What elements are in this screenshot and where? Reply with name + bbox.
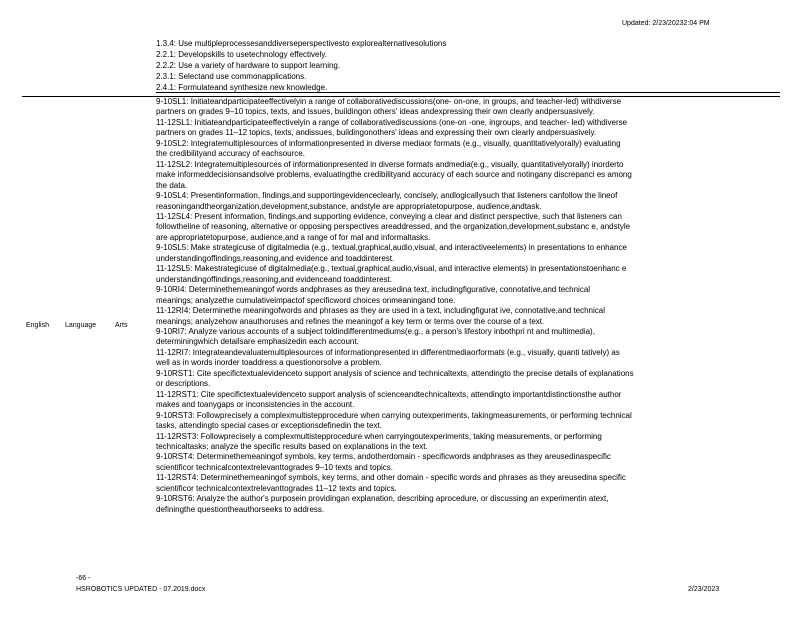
subject-english-label: English xyxy=(26,322,49,329)
standard-line: 9-10SL1: Initiateandparticipateeffectivelyin a range of collaborativediscussions(one- on-one, in groups, and teacher-led) withdiverse xyxy=(156,97,622,106)
standard-line: scientificor technicalcontextrelevanttogrades 9–10 texts and topics. xyxy=(156,462,394,472)
subject-arts-label: Arts xyxy=(115,322,128,329)
standard-line: tasks, attendingto special cases or exceptionsdefinedin the text. xyxy=(156,421,382,431)
footer-date: 2/23/2023 xyxy=(688,586,720,593)
standard-line: partners on grades 9–10 topics, texts, and issues, buildingon others' ideas andexpressing their own clearly andpersuasively. xyxy=(156,107,595,117)
standard-line: 9-10RST4: Determinethemeaningof symbols, key terms, andotherdomain - specificwords andphrases as they areusedinaspecific xyxy=(156,452,611,462)
standard-line: are appropriatetopurpose, audience,and a range of for mal and informaltasks. xyxy=(156,232,431,242)
technology-standards-list xyxy=(156,38,776,93)
standard-line: 11-12RST4: Determinethemeaningof symbols, key terms, and other domain - specific words and phrases as they areusedina specific xyxy=(156,473,626,483)
page-number: -66 - xyxy=(76,575,91,582)
standard-line: 9-10RST6: Analyze the author's purposein providingan explanation, describing aprocedure, or discussing an experimentin atext, xyxy=(156,494,609,504)
standard-line: 11-12SL1: Initiateandparticipateeffectivelyin a range of collaborativediscussions (one-on -one, ingroups, and teacher- led) withdiverse xyxy=(156,117,628,127)
subject-language-label: Language xyxy=(65,322,97,329)
standard-line: followtheline of reasoning, alternative or opposing perspectives areaddressed, and the organization,development,substanc e, andstyle xyxy=(156,222,631,232)
standard-line: understandingoffindings,reasoning,and evidence and toaddinterest. xyxy=(156,253,395,263)
updated-timestamp: Updated: 2/23/20232:04 PM xyxy=(622,20,710,27)
standard-line: 9-10RST3: Followprecisely a complexmultistepprocedure when carrying outexperiments, takingmeasurements, or performing technical xyxy=(156,410,632,420)
standard-line: 11-12SL4: Present information, findings,and supporting evidence, conveying a clear and distinct perspective, such that listeners can xyxy=(156,211,622,221)
standard-line: definingthe questiontheauthorseeks to address. xyxy=(156,504,325,514)
standard-line: 11-12RI7: Integrateandevaluatemultiplesources of informationpresented in differentmediaorformats (e.g., visually, quanti tatively) as xyxy=(156,347,620,357)
standard-line: 9-10SL2: Integratemultiplesources of informationpresented in diverse mediaor formats (e.g., visually, quantitativelyorally) evaluating xyxy=(156,138,621,148)
standard-line: 9-10SL4: Presentinformation, findings,and supportingevidenceclearly, concisely, andlogicallysuch that listeners canfollow the lineof xyxy=(156,191,618,201)
standard-line: understandingoffindings,reasoning,and evidenceand toaddinterest. xyxy=(156,274,393,284)
standard-line: 11-12RST1: Cite specifictextualevidenceto support analysis of scienceandtechnicaltexts, attendingto importantdistinctionsthe author xyxy=(156,389,622,399)
standard-item: 2.2.2: Use a variety of hardware to support learning. xyxy=(156,61,341,70)
standard-line: 9-10RI7: Analyze various accounts of a subject toldindifferentmediums(e.g., a person's lifestory inbothpri nt and multimedia), xyxy=(156,326,595,336)
standard-line: 11-12SL2: Integratemultiplesources of informationpresented in diverse formats andmedia(e.g., visually, quantitativelyorally) inorderto xyxy=(156,159,624,169)
standard-line: makes and toanygaps or inconsistencies in the account. xyxy=(156,400,355,410)
standard-line: 9-10RST1: Cite specifictextualevidenceto support analysis of science and technicaltexts, attendingto the precise details of explanations xyxy=(156,368,634,378)
standard-line: meanings; analyzethe cumulativeimpactof specificword choices onmeaningand tone. xyxy=(156,295,456,305)
standard-line: technicaltasks; analyze the specific results based on explanations in the text. xyxy=(156,441,428,451)
standard-line: 9-10SL5: Make strategicuse of digitalmedia (e.g., textual,graphical,audio,visual, and interactiveelements) in presentations to enhance xyxy=(156,243,627,253)
standard-line: well as in words inorder toaddress a questionorsolve a problem. xyxy=(156,358,382,368)
standard-line: or descriptions. xyxy=(156,379,211,389)
standard-item: 2.3.1: Selectand use commonapplications. xyxy=(156,72,307,81)
standard-item: 2.4.1: Formulateand synthesize new knowledge. xyxy=(156,83,328,92)
standard-item: 1.3.4: Use multipleprocessesanddiverseperspectivesto explorealternativesolutions xyxy=(156,39,447,48)
standard-line: the credibilityand accuracy of eachsource. xyxy=(156,149,305,159)
standard-line: partners on grades 11–12 topics, texts, andissues, buildingonothers' ideas and expressing their own clearly andpersuasively. xyxy=(156,128,597,138)
standard-line: meanings; analyzehow anauthoruses and refines the meaningof a key term or terms over the course of a text. xyxy=(156,316,545,326)
standard-line: make informeddecisionsandsolve problems, evaluatingthe credibilityand accuracy of each source and notingany discrepanci es among xyxy=(156,170,632,180)
ela-standards-list xyxy=(156,97,776,515)
standard-item: 2.2.1: Developskills to usetechnology effectively. xyxy=(156,50,327,59)
table-divider xyxy=(156,92,780,93)
standard-line: 11-12SL5: Makestrategicuse of digitalmedia(e.g., textual,graphical,audio,visual, and interactive elements) in presentationstoenhanc e xyxy=(156,264,627,274)
footer-filename: HSROBOTICS UPDATED - 07.2019.docx xyxy=(76,586,206,593)
standard-line: 11-12RI4: Determinethe meaningofwords and phrases as they are used in a text, includingfigurat ive, connotative,and technical xyxy=(156,306,606,316)
standard-line: determiningwhich detailsare emphasizedin each account. xyxy=(156,337,359,347)
standard-line: scientificor technicalcontextrelevanttogrades 11–12 texts and topics. xyxy=(156,483,397,493)
standard-line: 9-10RI4: Determinethemeaningof words andphrases as they areusedina text, includingfigurative, connotative,and technical xyxy=(156,285,591,295)
standard-line: reasoningandtheorganization,development,substance, andstyle are appropriatetopurpose, audience,andtask. xyxy=(156,201,542,211)
standard-line: 11-12RST3: Followprecisely a complexmultistepprocedure when carryingoutexperiments, taking measurements, or performing xyxy=(156,431,602,441)
standard-line: the data. xyxy=(156,180,188,190)
